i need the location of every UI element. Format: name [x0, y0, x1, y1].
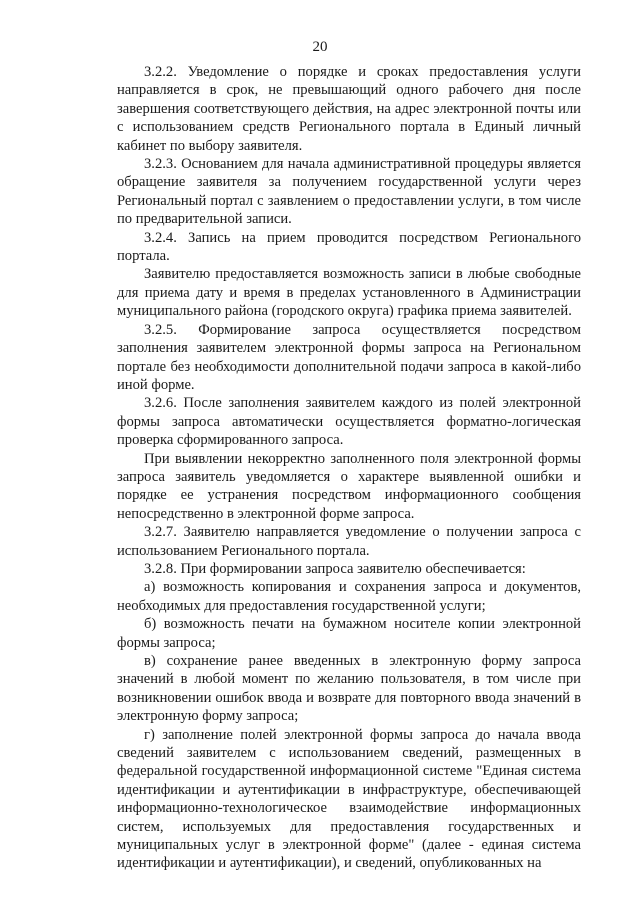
paragraph-appointment-possibility: Заявителю предоставляется возможность записи в любые свободные для приема дату и время в пределах установленного в Администрации муниципального района (городского округа) графика приема заявителей.: [117, 266, 581, 320]
paragraph-3-2-7: 3.2.7. Заявителю направляется уведомление о получении запроса с использованием Регионального портала.: [117, 524, 581, 559]
paragraph-3-2-5: 3.2.5. Формирование запроса осуществляется посредством заполнения заявителем электронной формы запроса на Региональном портале без необходимости дополнительной подачи запроса в какой-либо иной форме.: [117, 321, 581, 393]
paragraph-error-notification: При выявлении некорректно заполненного поля электронной формы запроса заявитель уведомляется о характере выявленной ошибки и порядке ее устранения посредством информационного сообщения непосредственно в электронной форме запроса.: [117, 450, 581, 522]
list-item-a: а) возможность копирования и сохранения запроса и документов, необходимых для предоставления государственной услуги;: [117, 579, 581, 614]
page-number: 20: [312, 39, 328, 55]
paragraph-3-2-8: 3.2.8. При формировании запроса заявителю обеспечивается:: [144, 560, 526, 577]
paragraph-3-2-2: 3.2.2. Уведомление о порядке и сроках предоставления услуги направляется в срок, не превышающий одного рабочего дня после завершения соответствующего действия, на адрес электронной почты или с использованием средств Регионального портала в Единый личный кабинет по выбору заявителя.: [117, 64, 581, 154]
list-item-b: б) возможность печати на бумажном носителе копии электронной формы запроса;: [117, 616, 581, 651]
paragraph-3-2-6: 3.2.6. После заполнения заявителем каждого из полей электронной формы запроса автоматически осуществляется форматно-логическая проверка сформированного запроса.: [117, 395, 581, 449]
document-body: [117, 63, 581, 873]
list-item-g: г) заполнение полей электронной формы запроса до начала ввода сведений заявителем с использованием сведений, размещенных в федеральной государственной информационной системе "Единая система идентификации и аутентификации в инфраструктуре, обеспечивающей информационно-технологическое взаимодействие информационных систем, используемых для предоставления государственных и муниципальных услуг в электронной форме" (далее - единая система идентификации и аутентификации), и сведений, опубликованных на: [117, 726, 581, 872]
list-item-v: в) сохранение ранее введенных в электронную форму запроса значений в любой момент по желанию пользователя, в том числе при возникновении ошибок ввода и возврате для повторного ввода значений в электронную форму запроса;: [117, 653, 581, 725]
paragraph-3-2-3: 3.2.3. Основанием для начала административной процедуры является обращение заявителя за получением государственной услуги через Региональный портал с заявлением о предоставлении услуги, в том числе по предварительной записи.: [117, 156, 581, 228]
paragraph-3-2-4: 3.2.4. Запись на прием проводится посредством Регионального портала.: [117, 229, 581, 265]
